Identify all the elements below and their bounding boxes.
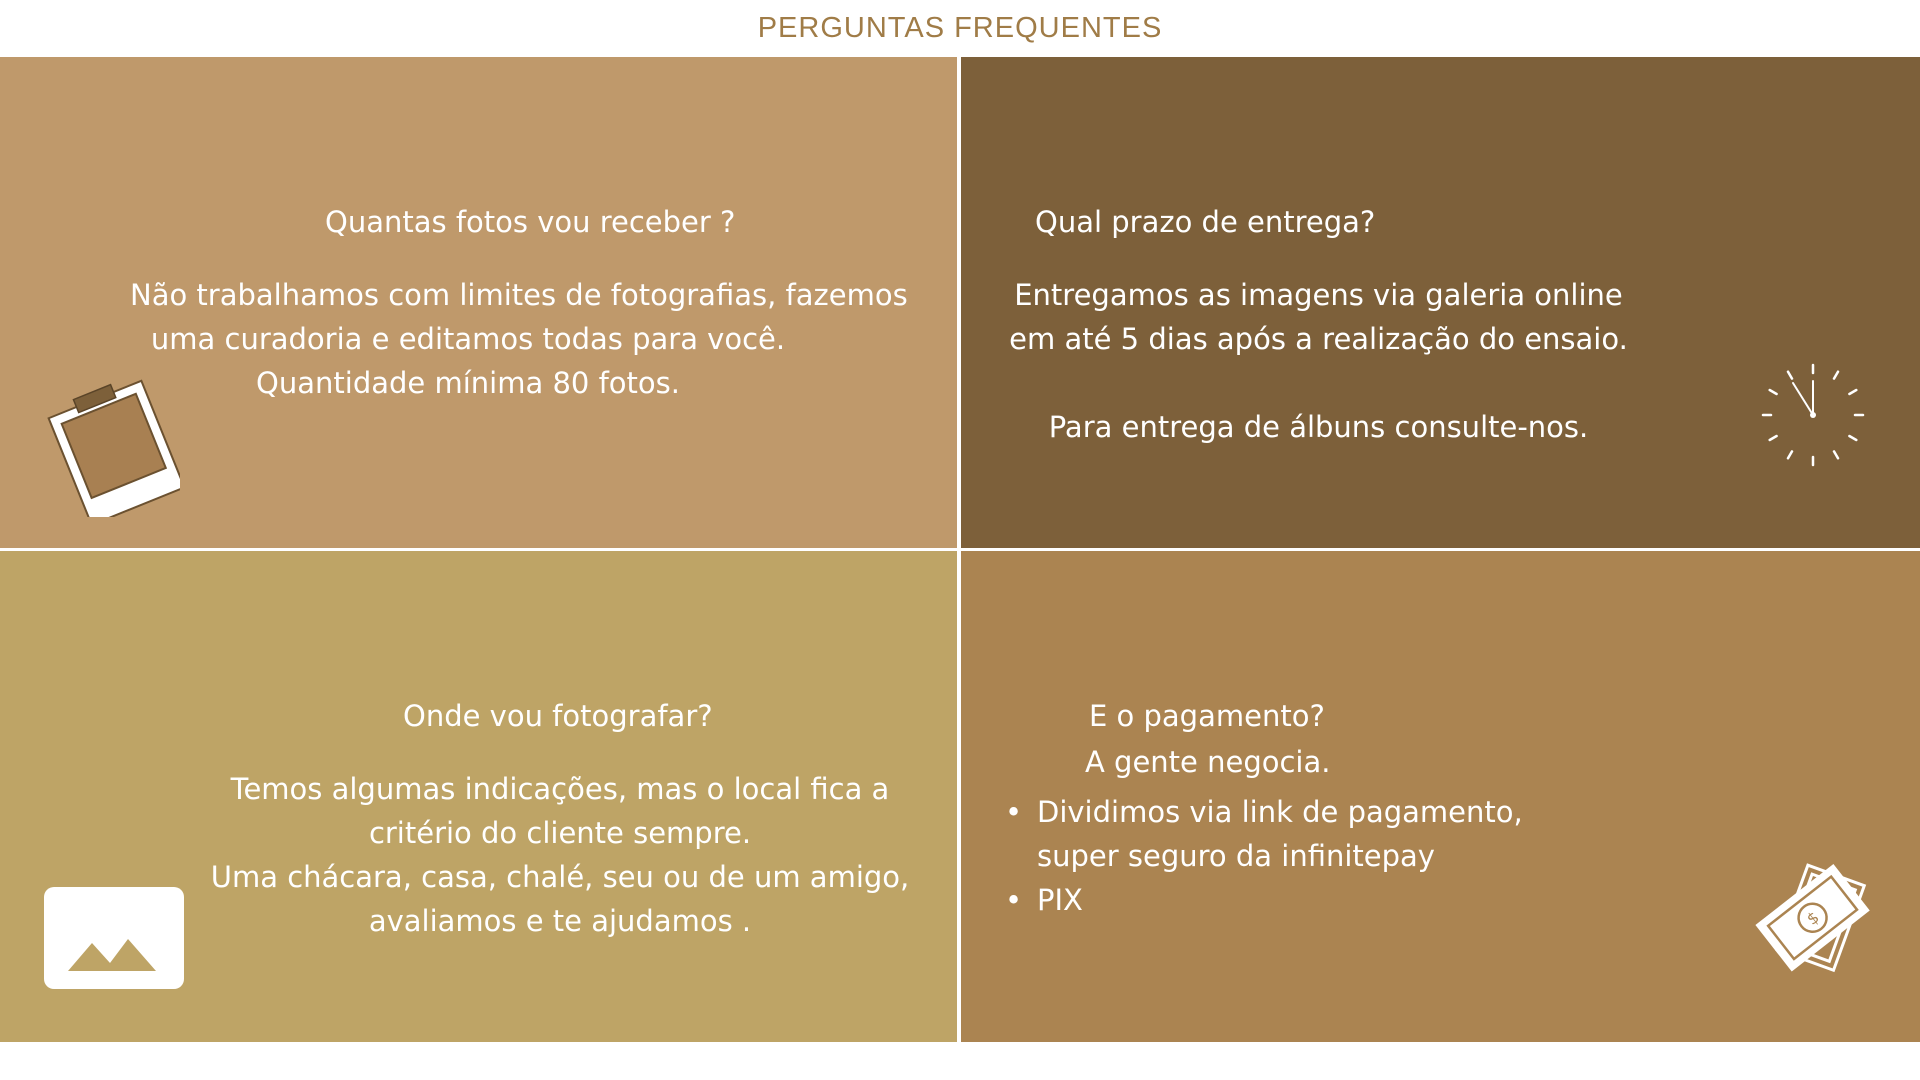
faq-panel-delivery (961, 57, 1920, 548)
svg-text:$: $ (1803, 907, 1823, 929)
answer-location-line-4: avaliamos e te ajudamos . (368, 904, 752, 938)
bullet-dot: • (1005, 795, 1023, 829)
faq-panel-photos (0, 57, 957, 548)
question-delivery: Qual prazo de entrega? (1035, 205, 1376, 239)
money-bills-icon (1751, 851, 1881, 981)
delivery-album-note: Para entrega de álbuns consulte-nos. (1048, 410, 1589, 444)
question-photos: Quantas fotos vou receber ? (325, 205, 736, 239)
answer-photos-line-2: uma curadoria e editamos todas para você. (150, 322, 786, 356)
faq-panel-payment (961, 551, 1920, 1042)
page-title: PERGUNTAS FREQUENTES (757, 12, 1163, 44)
answer-location-line-3: Uma chácara, casa, chalé, seu ou de um amigo, (210, 860, 910, 894)
payment-subtitle: A gente negocia. (1085, 745, 1331, 779)
question-payment: E o pagamento? (1089, 699, 1325, 733)
question-location: Onde vou fotografar? (403, 699, 713, 733)
answer-photos-line-3: Quantidade mínima 80 fotos. (256, 366, 680, 400)
answer-location-line-2: critério do cliente sempre. (368, 816, 752, 850)
payment-bullet-2: PIX (1037, 883, 1083, 917)
polaroid-photo-icon (40, 367, 180, 517)
answer-photos-line-1: Não trabalhamos com limites de fotografias, fazemos (130, 278, 908, 312)
answer-location-line-1: Temos algumas indicações, mas o local fica a (230, 772, 890, 806)
bullet-dot: • (1005, 883, 1023, 917)
clock-icon (1757, 359, 1869, 471)
payment-bullet-1-line-1: Dividimos via link de pagamento, (1037, 795, 1523, 829)
answer-delivery-line-1: Entregamos as imagens via galeria online (1014, 278, 1623, 312)
faq-panel-location (0, 551, 957, 1042)
payment-bullet-1-line-2: super seguro da infinitepay (1037, 839, 1435, 873)
answer-delivery-line-2: em até 5 dias após a realização do ensaio. (1009, 322, 1628, 356)
image-landscape-icon (44, 887, 184, 989)
